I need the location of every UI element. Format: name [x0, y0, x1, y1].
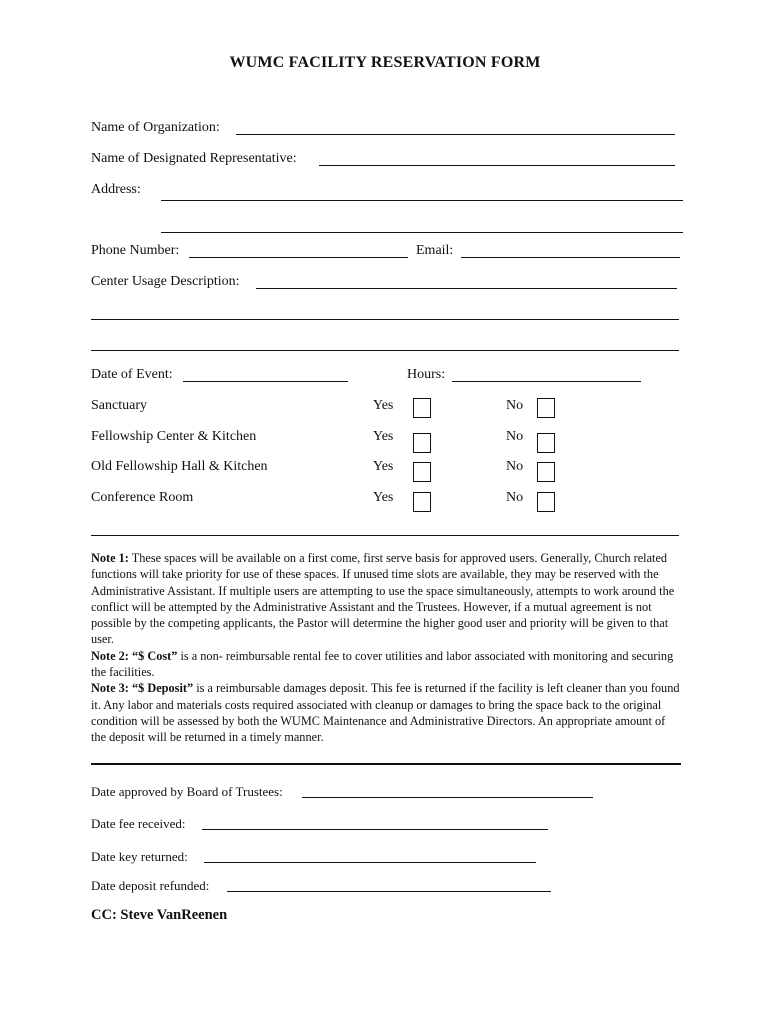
- yes-label: Yes: [373, 429, 394, 444]
- notes-section: [91, 550, 683, 746]
- note-1: [91, 550, 683, 648]
- note-2-text: is a non- reimbursable rental fee to cover utilities and labor associated with monitoring and securing the facilities.: [91, 648, 674, 680]
- key-returned-label: Date key returned:: [91, 849, 188, 864]
- room-name: Fellowship Center & Kitchen: [91, 429, 257, 444]
- old-fellowship-hall-no-checkbox[interactable]: [537, 462, 555, 482]
- email-field[interactable]: [461, 257, 680, 258]
- date-of-event-label: Date of Event:: [91, 367, 173, 382]
- address-field-line-1[interactable]: [161, 200, 683, 201]
- sanctuary-no-checkbox[interactable]: [537, 398, 555, 418]
- no-label: No: [506, 398, 524, 413]
- note-3-label: Note 3: “$ Deposit”: [91, 681, 194, 696]
- yes-label: Yes: [373, 398, 394, 413]
- fellowship-center-yes-checkbox[interactable]: [413, 433, 431, 453]
- approved-label: Date approved by Board of Trustees:: [91, 784, 283, 799]
- note-2-label: Note 2: “$ Cost”: [91, 648, 178, 663]
- sanctuary-yes-checkbox[interactable]: [413, 398, 431, 418]
- hours-label: Hours:: [407, 367, 446, 382]
- fee-received-label: Date fee received:: [91, 816, 186, 831]
- fee-received-field[interactable]: [202, 829, 548, 830]
- hours-field[interactable]: [452, 381, 641, 382]
- deposit-refunded-label: Date deposit refunded:: [91, 878, 210, 893]
- conference-room-yes-checkbox[interactable]: [413, 492, 431, 512]
- organization-field[interactable]: [236, 134, 675, 135]
- key-returned-field[interactable]: [204, 862, 536, 863]
- representative-field[interactable]: [319, 165, 675, 166]
- address-label: Address:: [91, 182, 141, 197]
- yes-label: Yes: [373, 459, 394, 474]
- old-fellowship-hall-yes-checkbox[interactable]: [413, 462, 431, 482]
- approved-field[interactable]: [302, 797, 593, 798]
- usage-field-line-2[interactable]: [91, 319, 679, 320]
- usage-field-line-3[interactable]: [91, 350, 679, 351]
- no-label: No: [506, 459, 524, 474]
- conference-room-no-checkbox[interactable]: [537, 492, 555, 512]
- note-3: [91, 680, 683, 745]
- cc-line: CC: Steve VanReenen: [91, 907, 228, 923]
- no-label: No: [506, 490, 524, 505]
- room-name: Old Fellowship Hall & Kitchen: [91, 459, 268, 474]
- form-title: WUMC FACILITY RESERVATION FORM: [229, 54, 541, 71]
- note-1-text: These spaces will be available on a first come, first serve basis for approved users. Generally, Church related functions will take priority for use of these spaces. If unused time slots are available, they may be reserved with the Administrative Assistant. If multiple users are attempting to use the space simultaneously, attempts to work around the conflict will be attempted by the Administrative Assistant and the Trustees. However, if a mutual agreement is not possible by the competing applicants, the Pastor will determine the higher good user and priority will be given to that user.: [91, 551, 675, 647]
- room-name: Conference Room: [91, 490, 194, 505]
- address-field-line-2[interactable]: [161, 232, 683, 233]
- usage-field-line-1[interactable]: [256, 288, 677, 289]
- phone-field[interactable]: [189, 257, 408, 258]
- note-1-label: Note 1:: [91, 551, 129, 565]
- note-3-text: is a reimbursable damages deposit. This fee is returned if the facility is left cleaner than you found it. Any labor and materials costs required associated with cleanup or damages to bring the space back to the original condition will be assessed by both the WUMC Maintenance and Administrative Directors. An appropriate amount of the deposit will be returned in a timely manner.: [91, 681, 680, 745]
- divider: [91, 535, 679, 536]
- no-label: No: [506, 429, 524, 444]
- deposit-refunded-field[interactable]: [227, 891, 551, 892]
- email-label: Email:: [416, 243, 454, 258]
- representative-label: Name of Designated Representative:: [91, 151, 297, 166]
- usage-label: Center Usage Description:: [91, 274, 240, 289]
- room-name: Sanctuary: [91, 398, 147, 413]
- yes-label: Yes: [373, 490, 394, 505]
- admin-divider: [91, 763, 681, 765]
- organization-label: Name of Organization:: [91, 120, 220, 135]
- date-of-event-field[interactable]: [183, 381, 348, 382]
- fellowship-center-no-checkbox[interactable]: [537, 433, 555, 453]
- note-2: [91, 648, 683, 681]
- phone-label: Phone Number:: [91, 243, 180, 258]
